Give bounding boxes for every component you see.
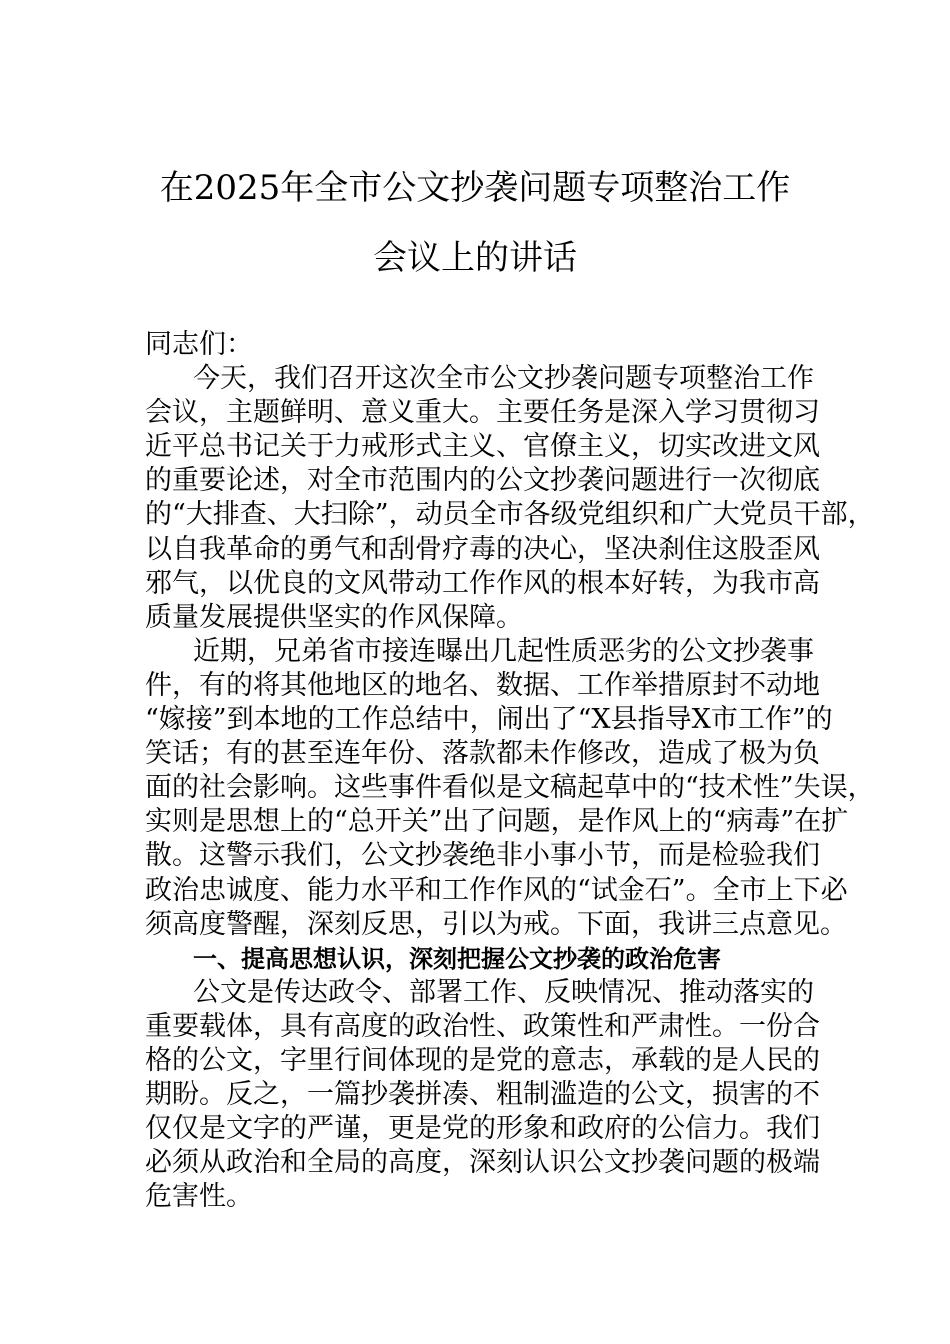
paragraph-line: 须高度警醒，深刻反思，引以为戒。下面，我讲三点意见。 bbox=[145, 908, 847, 940]
paragraph-line: 近期，兄弟省市接连曝出几起性质恶劣的公文抄袭事 bbox=[193, 635, 814, 667]
paragraph-line: 今天，我们召开这次全市公文抄袭问题专项整治工作 bbox=[193, 363, 814, 395]
document-body bbox=[145, 328, 875, 1214]
paragraph-line: 会议，主题鲜明、意义重大。主要任务是深入学习贯彻习 bbox=[145, 397, 820, 429]
paragraph-line: 重要载体，具有高度的政治性、政策性和严肃性。一份合 bbox=[145, 1010, 820, 1042]
paragraph-line: 仅仅是文字的严谨，更是党的形象和政府的公信力。我们 bbox=[145, 1113, 820, 1145]
paragraph-line: 危害性。 bbox=[145, 1181, 253, 1213]
paragraph-line: 散。这警示我们，公文抄袭绝非小事小节，而是检验我们 bbox=[145, 840, 820, 872]
document-title-line-1: 在2025年全市公文抄袭问题专项整治工作 bbox=[159, 168, 791, 208]
paragraph-line: 公文是传达政令、部署工作、反映情况、推动落实的 bbox=[193, 976, 814, 1008]
paragraph-line: 实则是思想上的“总开关”出了问题，是作风上的“病毒”在扩 bbox=[145, 806, 849, 838]
paragraph-line: 面的社会影响。这些事件看似是文稿起草中的“技术性”失误， bbox=[145, 772, 875, 804]
greeting: 同志们： bbox=[145, 329, 253, 360]
paragraph-line: 质量发展提供坚实的作风保障。 bbox=[145, 601, 523, 633]
paragraph-line: 以自我革命的勇气和刮骨疗毒的决心，坚决刹住这股歪风 bbox=[145, 533, 820, 565]
paragraph-line: 笑话；有的甚至连年份、落款都未作修改，造成了极为负 bbox=[145, 738, 820, 770]
paragraph-line: 邪气，以优良的文风带动工作作风的根本好转，为我市高 bbox=[145, 567, 820, 599]
document-title-line-2: 会议上的讲话 bbox=[373, 238, 577, 278]
paragraph-line: 政治忠诚度、能力水平和工作作风的“试金石”。全市上下必 bbox=[145, 874, 848, 906]
paragraph-line: 必须从政治和全局的高度，深刻认识公文抄袭问题的极端 bbox=[145, 1147, 820, 1179]
paragraph-line: “嫁接”到本地的工作总结中，闹出了“X县指导X市工作”的 bbox=[145, 704, 833, 736]
paragraph-line: 的“大排查、大扫除”，动员全市各级党组织和广大党员干部， bbox=[145, 499, 875, 531]
paragraph-line: 期盼。反之，一篇抄袭拼凑、粗制滥造的公文，损害的不 bbox=[145, 1079, 820, 1111]
paragraph-line: 近平总书记关于力戒形式主义、官僚主义，切实改进文风 bbox=[145, 431, 820, 463]
section-heading: 一、提高思想认识，深刻把握公文抄袭的政治危害 bbox=[193, 944, 721, 973]
paragraph-line: 格的公文，字里行间体现的是党的意志，承载的是人民的 bbox=[145, 1044, 820, 1076]
paragraph-line: 的重要论述，对全市范围内的公文抄袭问题进行一次彻底 bbox=[145, 465, 820, 497]
paragraph-line: 件，有的将其他地区的地名、数据、工作举措原封不动地 bbox=[145, 669, 820, 701]
